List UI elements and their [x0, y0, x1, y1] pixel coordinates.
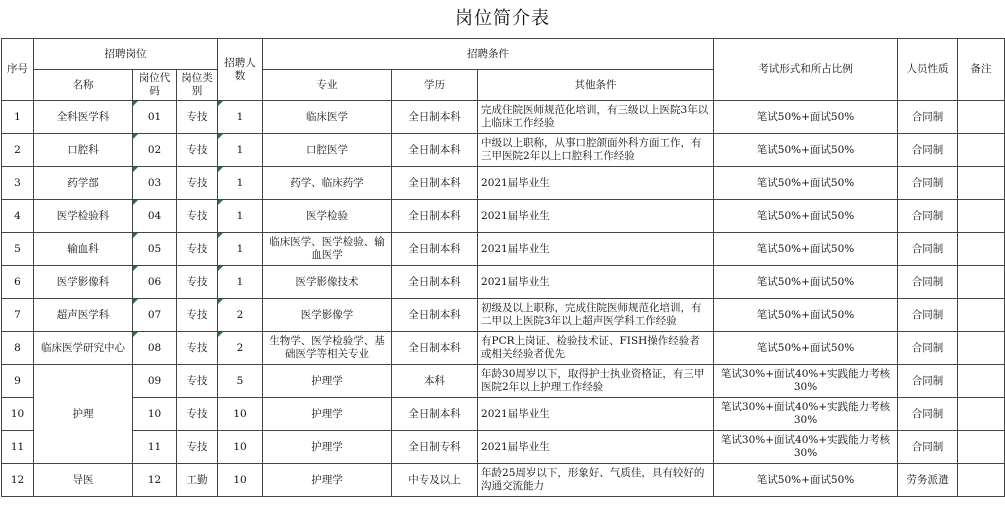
cell-education: 全日制本科	[392, 398, 478, 431]
cell-count: 1	[218, 101, 263, 134]
cell-category: 专技	[177, 299, 218, 332]
cell-code: 02	[133, 134, 177, 167]
cell-education: 全日制本科	[392, 134, 478, 167]
cell-other: 2021届毕业生	[478, 233, 714, 266]
cell-code: 01	[133, 101, 177, 134]
cell-nature: 合同制	[898, 365, 958, 398]
cell-name: 医学检验科	[34, 200, 133, 233]
cell-education: 全日制本科	[392, 167, 478, 200]
cell-exam: 笔试50%+面试50%	[714, 266, 898, 299]
header-conditions-group: 招聘条件	[263, 39, 714, 70]
cell-major: 临床医学	[263, 101, 392, 134]
table-row	[2, 233, 1005, 266]
table-row	[2, 134, 1005, 167]
cell-nature: 合同制	[898, 398, 958, 431]
cell-count: 5	[218, 365, 263, 398]
cell-name: 临床医学研究中心	[34, 332, 133, 365]
cell-major: 护理学	[263, 431, 392, 464]
cell-code: 07	[133, 299, 177, 332]
cell-count: 2	[218, 332, 263, 365]
cell-exam: 笔试50%+面试50%	[714, 200, 898, 233]
cell-remark	[958, 398, 1005, 431]
cell-seq: 3	[2, 167, 34, 200]
cell-category: 专技	[177, 398, 218, 431]
cell-exam: 笔试50%+面试50%	[714, 101, 898, 134]
cell-education: 全日制专科	[392, 431, 478, 464]
cell-major: 口腔医学	[263, 134, 392, 167]
cell-remark	[958, 365, 1005, 398]
header-row-1	[2, 39, 1005, 70]
cell-major: 医学影像技术	[263, 266, 392, 299]
header-count: 招聘人数	[218, 39, 263, 101]
cell-education: 全日制本科	[392, 101, 478, 134]
cell-major: 生物学、医学检验学、基础医学等相关专业	[263, 332, 392, 365]
cell-exam: 笔试30%+面试40%+实践能力考核30%	[714, 431, 898, 464]
header-code: 岗位代码	[133, 70, 177, 101]
cell-seq: 9	[2, 365, 34, 398]
cell-count: 1	[218, 134, 263, 167]
cell-remark	[958, 299, 1005, 332]
cell-nature: 合同制	[898, 101, 958, 134]
cell-seq: 12	[2, 464, 34, 497]
cell-remark	[958, 266, 1005, 299]
header-seq: 序号	[2, 39, 34, 101]
header-major: 专业	[263, 70, 392, 101]
header-category: 岗位类别	[177, 70, 218, 101]
cell-remark	[958, 101, 1005, 134]
cell-other: 年龄25周岁以下，形象好、气质佳，具有较好的沟通交流能力	[478, 464, 714, 497]
cell-seq: 11	[2, 431, 34, 464]
cell-name: 输血科	[34, 233, 133, 266]
header-nature: 人员性质	[898, 39, 958, 101]
cell-name: 药学部	[34, 167, 133, 200]
cell-major: 临床医学、医学检验、输血医学	[263, 233, 392, 266]
cell-seq: 7	[2, 299, 34, 332]
cell-major: 护理学	[263, 464, 392, 497]
cell-category: 工勤	[177, 464, 218, 497]
cell-major: 护理学	[263, 365, 392, 398]
cell-code: 03	[133, 167, 177, 200]
cell-other: 完成住院医师规范化培训，有三级以上医院3年以上临床工作经验	[478, 101, 714, 134]
cell-major: 医学影像学	[263, 299, 392, 332]
cell-code: 11	[133, 431, 177, 464]
position-table	[1, 38, 1005, 497]
cell-education: 本科	[392, 365, 478, 398]
cell-other: 2021届毕业生	[478, 167, 714, 200]
cell-count: 10	[218, 464, 263, 497]
cell-category: 专技	[177, 167, 218, 200]
cell-count: 1	[218, 167, 263, 200]
cell-code: 12	[133, 464, 177, 497]
cell-category: 专技	[177, 200, 218, 233]
cell-seq: 6	[2, 266, 34, 299]
cell-exam: 笔试50%+面试50%	[714, 167, 898, 200]
cell-other: 2021届毕业生	[478, 266, 714, 299]
cell-nature: 合同制	[898, 299, 958, 332]
cell-code: 09	[133, 365, 177, 398]
cell-count: 1	[218, 200, 263, 233]
cell-exam: 笔试50%+面试50%	[714, 299, 898, 332]
header-exam: 考试形式和所占比例	[714, 39, 898, 101]
cell-other: 2021届毕业生	[478, 200, 714, 233]
cell-code: 08	[133, 332, 177, 365]
cell-nature: 合同制	[898, 134, 958, 167]
cell-code: 05	[133, 233, 177, 266]
cell-exam: 笔试50%+面试50%	[714, 233, 898, 266]
cell-count: 10	[218, 398, 263, 431]
cell-other: 2021届毕业生	[478, 431, 714, 464]
table-row	[2, 266, 1005, 299]
cell-remark	[958, 464, 1005, 497]
cell-count: 10	[218, 431, 263, 464]
table-row	[2, 332, 1005, 365]
table-row	[2, 101, 1005, 134]
cell-exam: 笔试30%+面试40%+实践能力考核30%	[714, 365, 898, 398]
cell-category: 专技	[177, 101, 218, 134]
cell-seq: 4	[2, 200, 34, 233]
cell-code: 04	[133, 200, 177, 233]
cell-remark	[958, 167, 1005, 200]
cell-category: 专技	[177, 134, 218, 167]
cell-education: 全日制本科	[392, 332, 478, 365]
header-education: 学历	[392, 70, 478, 101]
cell-education: 全日制本科	[392, 200, 478, 233]
cell-name: 医学影像科	[34, 266, 133, 299]
cell-code: 06	[133, 266, 177, 299]
header-name: 名称	[34, 70, 133, 101]
cell-other: 2021届毕业生	[478, 398, 714, 431]
cell-remark	[958, 332, 1005, 365]
table-row	[2, 431, 1005, 464]
cell-other: 有PCR上岗证、检验技术证、FISH操作经验者或相关经验者优先	[478, 332, 714, 365]
cell-name: 护理	[34, 365, 133, 464]
cell-nature: 合同制	[898, 266, 958, 299]
cell-code: 10	[133, 398, 177, 431]
cell-nature: 合同制	[898, 167, 958, 200]
cell-nature: 合同制	[898, 233, 958, 266]
cell-remark	[958, 134, 1005, 167]
table-row	[2, 464, 1005, 497]
table-row	[2, 167, 1005, 200]
cell-seq: 1	[2, 101, 34, 134]
cell-nature: 合同制	[898, 431, 958, 464]
cell-count: 1	[218, 233, 263, 266]
cell-category: 专技	[177, 365, 218, 398]
cell-nature: 劳务派遣	[898, 464, 958, 497]
cell-education: 全日制本科	[392, 299, 478, 332]
cell-category: 专技	[177, 332, 218, 365]
cell-major: 医学检验	[263, 200, 392, 233]
table-row	[2, 398, 1005, 431]
cell-exam: 笔试30%+面试40%+实践能力考核30%	[714, 398, 898, 431]
page-title: 岗位简介表	[455, 8, 550, 29]
cell-nature: 合同制	[898, 332, 958, 365]
table-row	[2, 299, 1005, 332]
cell-name: 口腔科	[34, 134, 133, 167]
header-position-group: 招聘岗位	[34, 39, 218, 70]
header-remark: 备注	[958, 39, 1005, 101]
cell-other: 中级以上职称，从事口腔颌面外科方面工作，有三甲医院2年以上口腔科工作经验	[478, 134, 714, 167]
cell-seq: 10	[2, 398, 34, 431]
cell-exam: 笔试50%+面试50%	[714, 134, 898, 167]
table-row	[2, 200, 1005, 233]
cell-seq: 2	[2, 134, 34, 167]
cell-education: 中专及以上	[392, 464, 478, 497]
header-other: 其他条件	[478, 70, 714, 101]
cell-name: 导医	[34, 464, 133, 497]
cell-category: 专技	[177, 431, 218, 464]
table-row	[2, 365, 1005, 398]
cell-exam: 笔试50%+面试50%	[714, 332, 898, 365]
cell-seq: 8	[2, 332, 34, 365]
cell-major: 药学、临床药学	[263, 167, 392, 200]
cell-name: 超声医学科	[34, 299, 133, 332]
cell-other: 初级及以上职称，完成住院医师规范化培训，有二甲以上医院3年以上超声医学科工作经验	[478, 299, 714, 332]
cell-major: 护理学	[263, 398, 392, 431]
cell-education: 全日制本科	[392, 233, 478, 266]
cell-count: 1	[218, 266, 263, 299]
cell-remark	[958, 200, 1005, 233]
cell-remark	[958, 233, 1005, 266]
cell-remark	[958, 431, 1005, 464]
cell-seq: 5	[2, 233, 34, 266]
cell-other: 年龄30周岁以下，取得护士执业资格证，有三甲医院2年以上护理工作经验	[478, 365, 714, 398]
cell-exam: 笔试50%+面试50%	[714, 464, 898, 497]
cell-category: 专技	[177, 266, 218, 299]
cell-name: 全科医学科	[34, 101, 133, 134]
cell-category: 专技	[177, 233, 218, 266]
cell-count: 2	[218, 299, 263, 332]
cell-education: 全日制本科	[392, 266, 478, 299]
cell-nature: 合同制	[898, 200, 958, 233]
